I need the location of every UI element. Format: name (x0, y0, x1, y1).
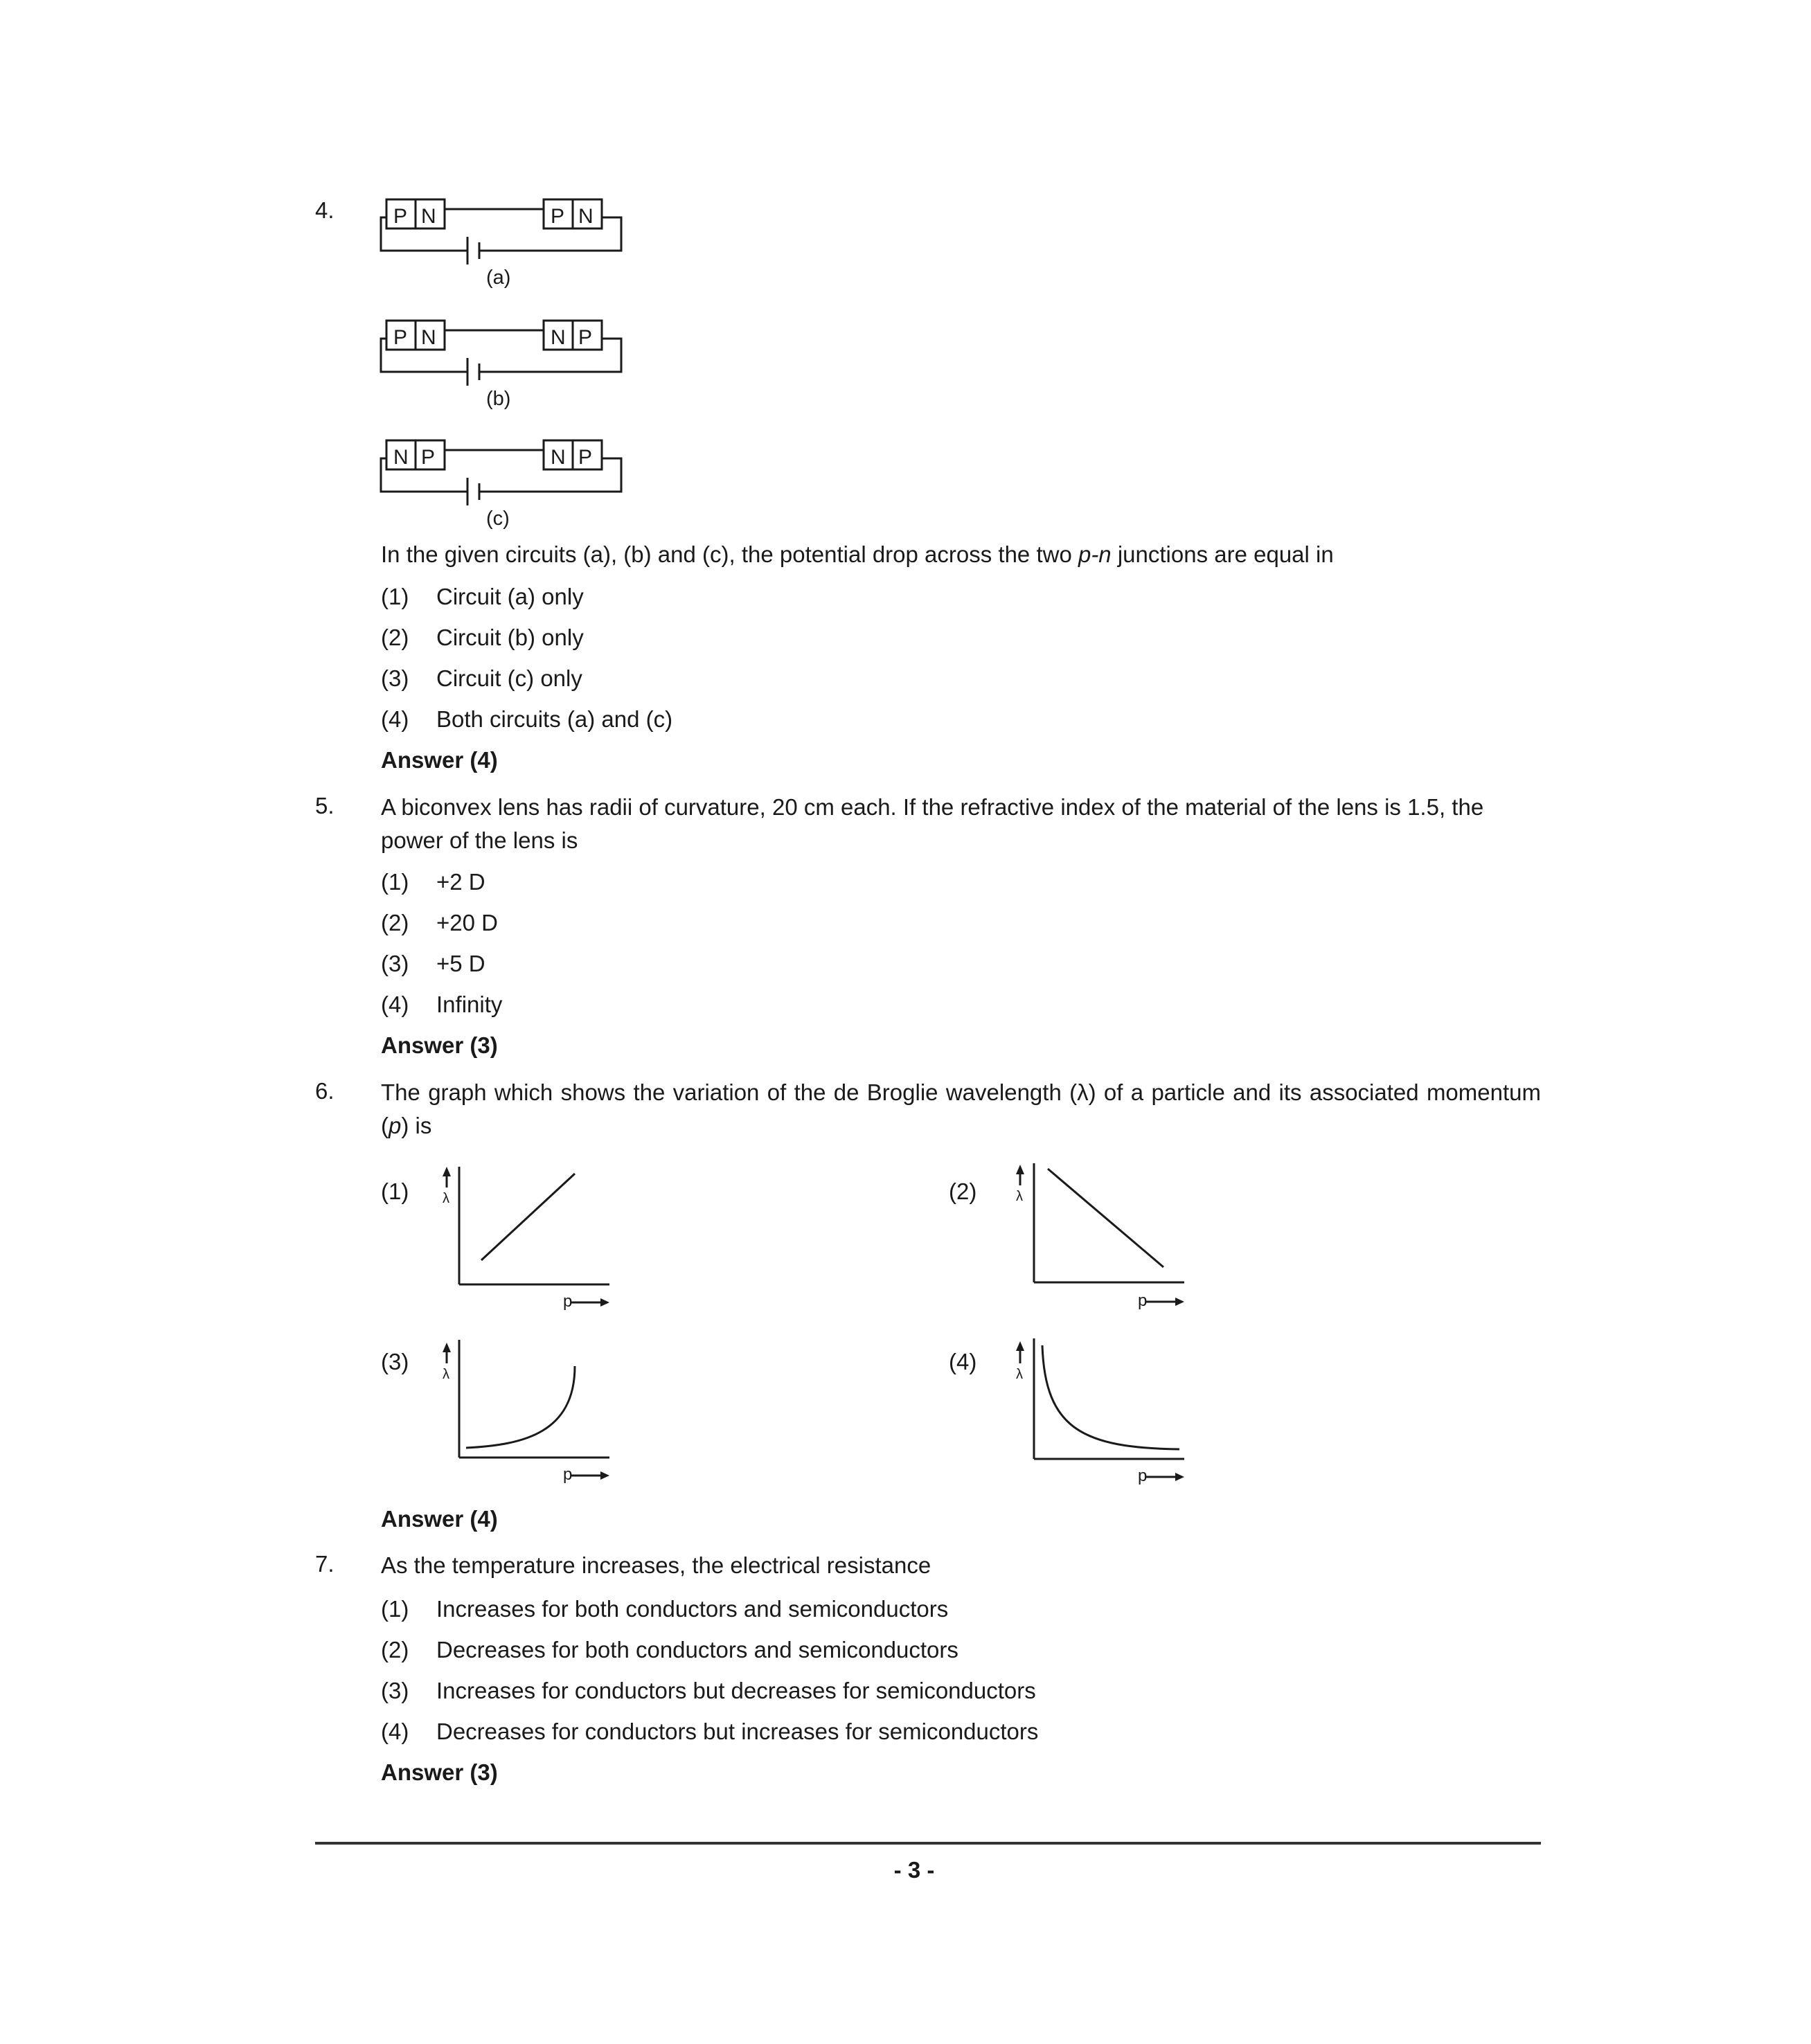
graph-3-curve (466, 1366, 575, 1448)
circuit-c-left-p: P (421, 446, 436, 469)
question-4-option-2[interactable]: (2) Circuit (b) only (381, 625, 584, 650)
question-4-text (381, 538, 1544, 571)
circuit-c-diagram (374, 435, 637, 535)
question-6-option-2-label[interactable]: (2) (949, 1178, 977, 1204)
question-6-number: 6. (315, 1078, 334, 1104)
graph-2-x-label: p (1138, 1291, 1148, 1310)
question-5-option-1[interactable]: (1) +2 D (381, 869, 485, 895)
circuit-a-left-n: N (421, 205, 436, 228)
circuit-b-right-p: P (578, 326, 593, 349)
question-7-text: As the temperature increases, the electrical resistance (381, 1552, 931, 1578)
question-4-text-part2: junctions are equal in (1111, 541, 1334, 567)
graph-3-y-label: λ (443, 1367, 449, 1382)
graph-3-x-label: p (563, 1465, 573, 1484)
graph-1-curve (481, 1174, 575, 1260)
question-5-text: A biconvex lens has radii of curvature, 20 cm each. If the refractive index of the material of the lens is 1.5, the power of the lens is (381, 794, 1484, 853)
question-4-answer: Answer (4) (381, 747, 498, 773)
circuit-a-diagram (374, 194, 637, 294)
graph-4 (1001, 1333, 1202, 1492)
question-7-option-3[interactable]: (3) Increases for conductors but decreases for semiconductors (381, 1678, 1036, 1703)
graph-3 (433, 1333, 620, 1492)
question-5-number: 5. (315, 793, 334, 818)
graph-2-y-label: λ (1016, 1189, 1023, 1204)
question-4-text-part1: In the given circuits (a), (b) and (c), the potential drop across the two (381, 541, 1078, 567)
question-4-text-pn: p-n (1078, 541, 1112, 567)
graph-1 (433, 1160, 620, 1319)
graph-2 (1001, 1156, 1202, 1319)
circuit-a-caption: (a) (486, 267, 511, 289)
circuit-c-left-n: N (393, 446, 409, 469)
circuit-a-right-p: P (551, 205, 565, 228)
graph-4-x-label: p (1138, 1467, 1148, 1485)
circuit-b-right-n: N (551, 326, 566, 349)
circuit-b-left-n: N (421, 326, 436, 349)
question-4-option-4[interactable]: (4) Both circuits (a) and (c) (381, 706, 673, 732)
question-6-option-3-label[interactable]: (3) (381, 1349, 409, 1374)
graph-2-curve (1048, 1169, 1163, 1267)
question-7-number: 7. (315, 1551, 334, 1577)
question-4-number: 4. (315, 197, 334, 223)
question-4-option-1[interactable]: (1) Circuit (a) only (381, 584, 584, 609)
question-6-text-part1: The graph which shows the variation of the de Broglie wavelength (λ) of a particle and its associated momentum ( (381, 1079, 1541, 1138)
circuit-c-caption: (c) (486, 508, 510, 530)
circuit-b-left-p: P (393, 326, 408, 349)
circuit-b-diagram (374, 315, 637, 415)
question-6-text-p: p (389, 1113, 402, 1138)
question-6-option-4-label[interactable]: (4) (949, 1349, 977, 1374)
circuit-c-right-p: P (578, 446, 593, 469)
question-5-option-4[interactable]: (4) Infinity (381, 992, 503, 1017)
question-6-option-1-label[interactable]: (1) (381, 1178, 409, 1204)
question-5-option-3[interactable]: (3) +5 D (381, 951, 485, 976)
question-6-answer: Answer (4) (381, 1506, 498, 1532)
question-5-option-2[interactable]: (2) +20 D (381, 910, 498, 935)
question-6-text-part2: ) is (401, 1113, 432, 1138)
graph-1-y-label: λ (443, 1191, 449, 1206)
footer-divider (315, 1842, 1541, 1845)
question-7-option-2[interactable]: (2) Decreases for both conductors and semiconductors (381, 1637, 958, 1662)
question-6-text (381, 1076, 1541, 1142)
graph-1-x-label: p (563, 1292, 573, 1311)
graph-4-y-label: λ (1016, 1367, 1023, 1382)
circuit-a-left-p: P (393, 205, 408, 228)
question-7-option-4[interactable]: (4) Decreases for conductors but increases for semiconductors (381, 1719, 1039, 1744)
page-number: - 3 - (893, 1857, 935, 1883)
circuit-c-right-n: N (551, 446, 566, 469)
circuit-b-caption: (b) (486, 388, 511, 410)
question-7-option-1[interactable]: (1) Increases for both conductors and semiconductors (381, 1596, 949, 1622)
circuit-a-right-n: N (578, 205, 594, 228)
question-5-answer: Answer (3) (381, 1032, 498, 1058)
graph-4-curve (1042, 1345, 1179, 1449)
question-7-answer: Answer (3) (381, 1759, 498, 1785)
question-4-option-3[interactable]: (3) Circuit (c) only (381, 665, 582, 691)
